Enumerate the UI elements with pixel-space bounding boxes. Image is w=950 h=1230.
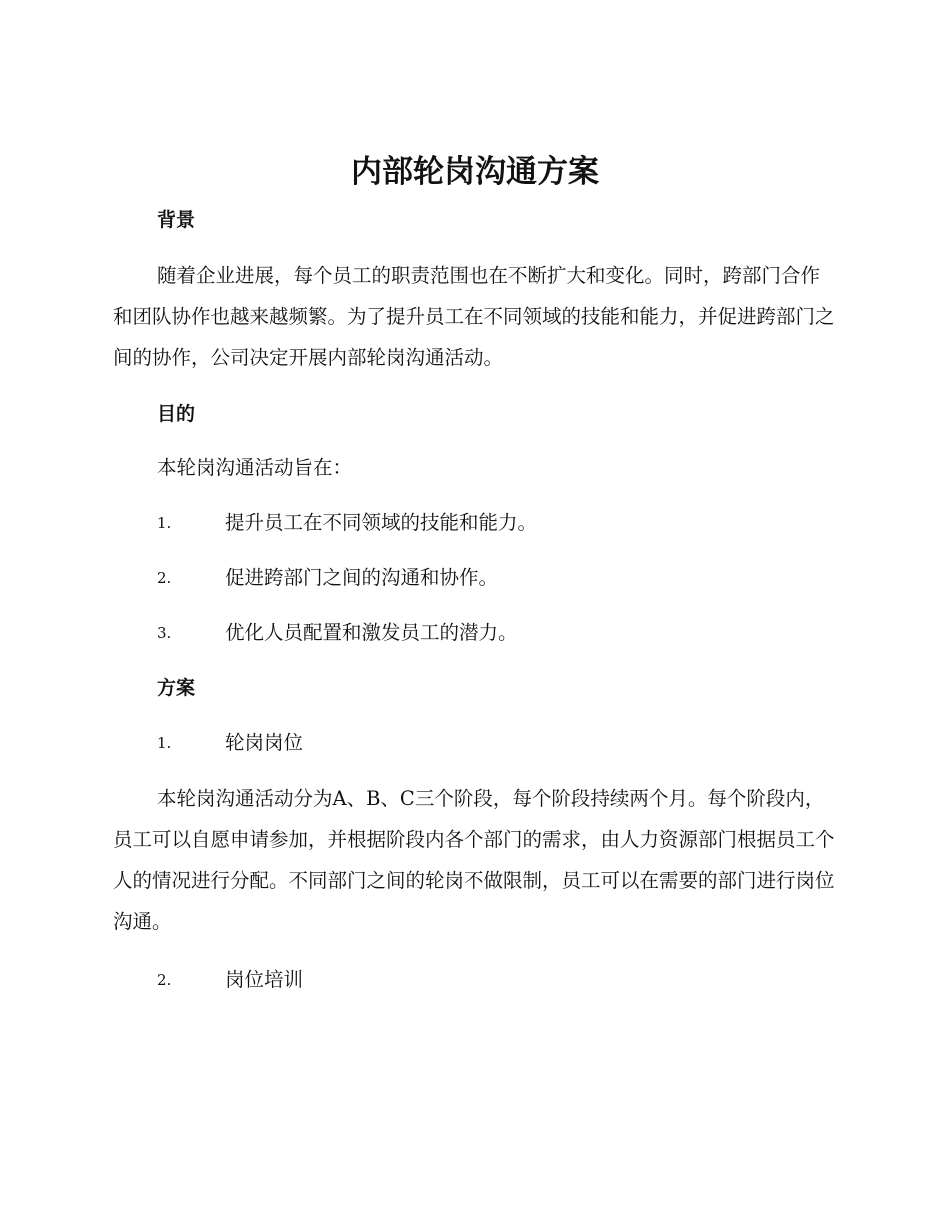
list-item-number: 1. (157, 514, 172, 532)
list-item-text: 优化人员配置和激发员工的潜力。 (225, 621, 518, 644)
rotation-positions-paragraph: 本轮岗沟通活动分为A、B、C三个阶段，每个阶段持续两个月。每个阶段内，员工可以自愿申请参加，并根据阶段内各个部门的需求，由人力资源部门根据员工个人的情况进行分配。不同部门之间的轮岗不做限制，员工可以在需要的部门进行岗位沟通。 (113, 787, 835, 933)
list-item-number: 3. (157, 624, 172, 642)
list-item-text: 轮岗岗位 (225, 731, 304, 754)
purpose-intro: 本轮岗沟通活动旨在： (157, 456, 353, 479)
section-heading-background: 背景 (157, 209, 196, 231)
list-item-number: 2. (157, 971, 172, 989)
list-item-text: 提升员工在不同领域的技能和能力。 (225, 511, 538, 534)
section-heading-plan: 方案 (157, 677, 196, 699)
document-title: 内部轮岗沟通方案 (351, 154, 599, 190)
section-heading-purpose: 目的 (157, 403, 196, 425)
list-item-number: 2. (157, 569, 172, 587)
list-item-number: 1. (157, 734, 172, 752)
list-item-text: 岗位培训 (225, 968, 304, 991)
background-paragraph: 随着企业进展，每个员工的职责范围也在不断扩大和变化。同时，跨部门合作和团队协作也越来越频繁。为了提升员工在不同领域的技能和能力，并促进跨部门之间的协作，公司决定开展内部轮岗沟通活动。 (113, 264, 835, 369)
list-item-text: 促进跨部门之间的沟通和协作。 (225, 566, 499, 589)
